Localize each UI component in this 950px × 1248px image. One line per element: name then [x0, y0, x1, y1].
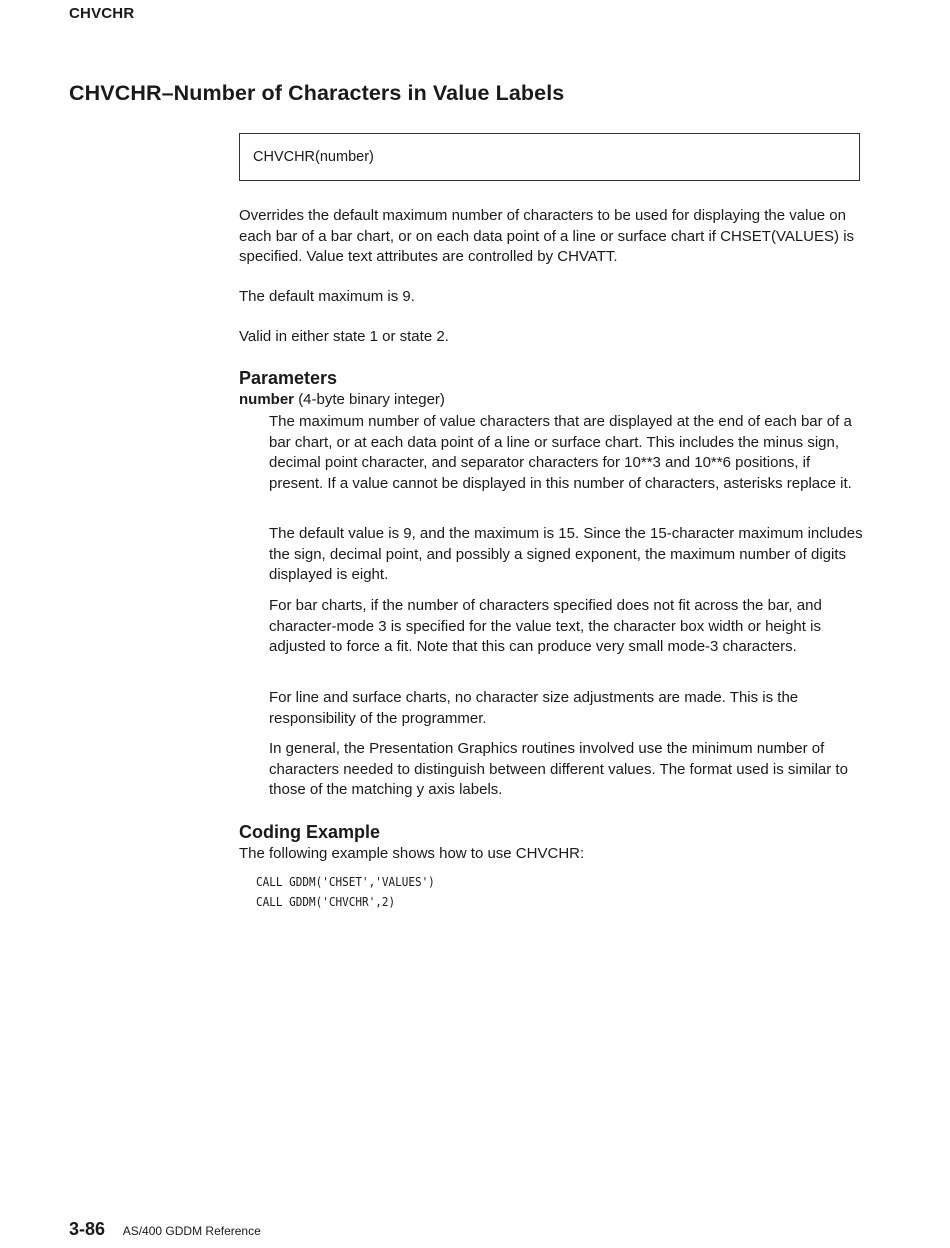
running-head: CHVCHR [69, 5, 135, 22]
code-line: CALL GDDM('CHSET','VALUES') [256, 874, 435, 889]
code-block [256, 872, 435, 911]
syntax-box [239, 133, 860, 181]
parameter-term [239, 391, 445, 408]
code-line: CALL GDDM('CHVCHR',2) [256, 893, 396, 909]
description-paragraph-3: Valid in either state 1 or state 2. [239, 328, 449, 345]
parameter-paragraph-3: For bar charts, if the number of characters specified does not fit across the bar, and character-mode 3 is specified for the value text, the character box width or height is adjusted to force a fit. Note that this can produce very small mode-3 characters. [269, 597, 822, 656]
coding-example-heading: Coding Example [239, 822, 381, 842]
parameter-paragraph-4: For line and surface charts, no character size adjustments are made. This is the responsibility of the programmer. [269, 689, 799, 727]
coding-example-intro: The following example shows how to use CHVCHR: [239, 845, 585, 862]
description-paragraph-2: The default maximum is 9. [239, 288, 415, 305]
footer-book-title: AS/400 GDDM Reference [122, 1224, 261, 1238]
parameters-heading: Parameters [239, 368, 338, 388]
parameter-paragraph-1: The maximum number of value characters that are displayed at the end of each bar of a bar chart, or at each data point of a line or surface chart. This includes the minus sign, decimal point character, and separator characters for 10**3 and 10**6 positions, if present. If a value cannot be displayed in this number of characters, asterisks replace it. [269, 413, 852, 493]
footer-page-number: 3-86 [69, 1219, 106, 1239]
page-footer [69, 1219, 261, 1240]
parameter-paragraph-5: In general, the Presentation Graphics routines involved use the minimum number of characters needed to distinguish between different values. The format used is similar to those of the matching y axis labels. [269, 740, 848, 799]
syntax-text: CHVCHR(number) [253, 149, 374, 165]
parameter-paragraph-2: The default value is 9, and the maximum is 15. Since the 15-character maximum includes the sign, decimal point, and possibly a signed exponent, the maximum number of digits displayed is eight. [269, 525, 863, 584]
description-paragraph-1: Overrides the default maximum number of characters to be used for displaying the value on each bar of a bar chart, or on each data point of a line or surface chart if CHSET(VALUES) is specified. Value text attributes are controlled by CHVATT. [239, 207, 855, 266]
page-title: CHVCHR–Number of Characters in Value Labels [69, 81, 565, 105]
parameter-type: (4-byte binary integer) [298, 391, 445, 408]
parameter-name: number [239, 391, 295, 408]
